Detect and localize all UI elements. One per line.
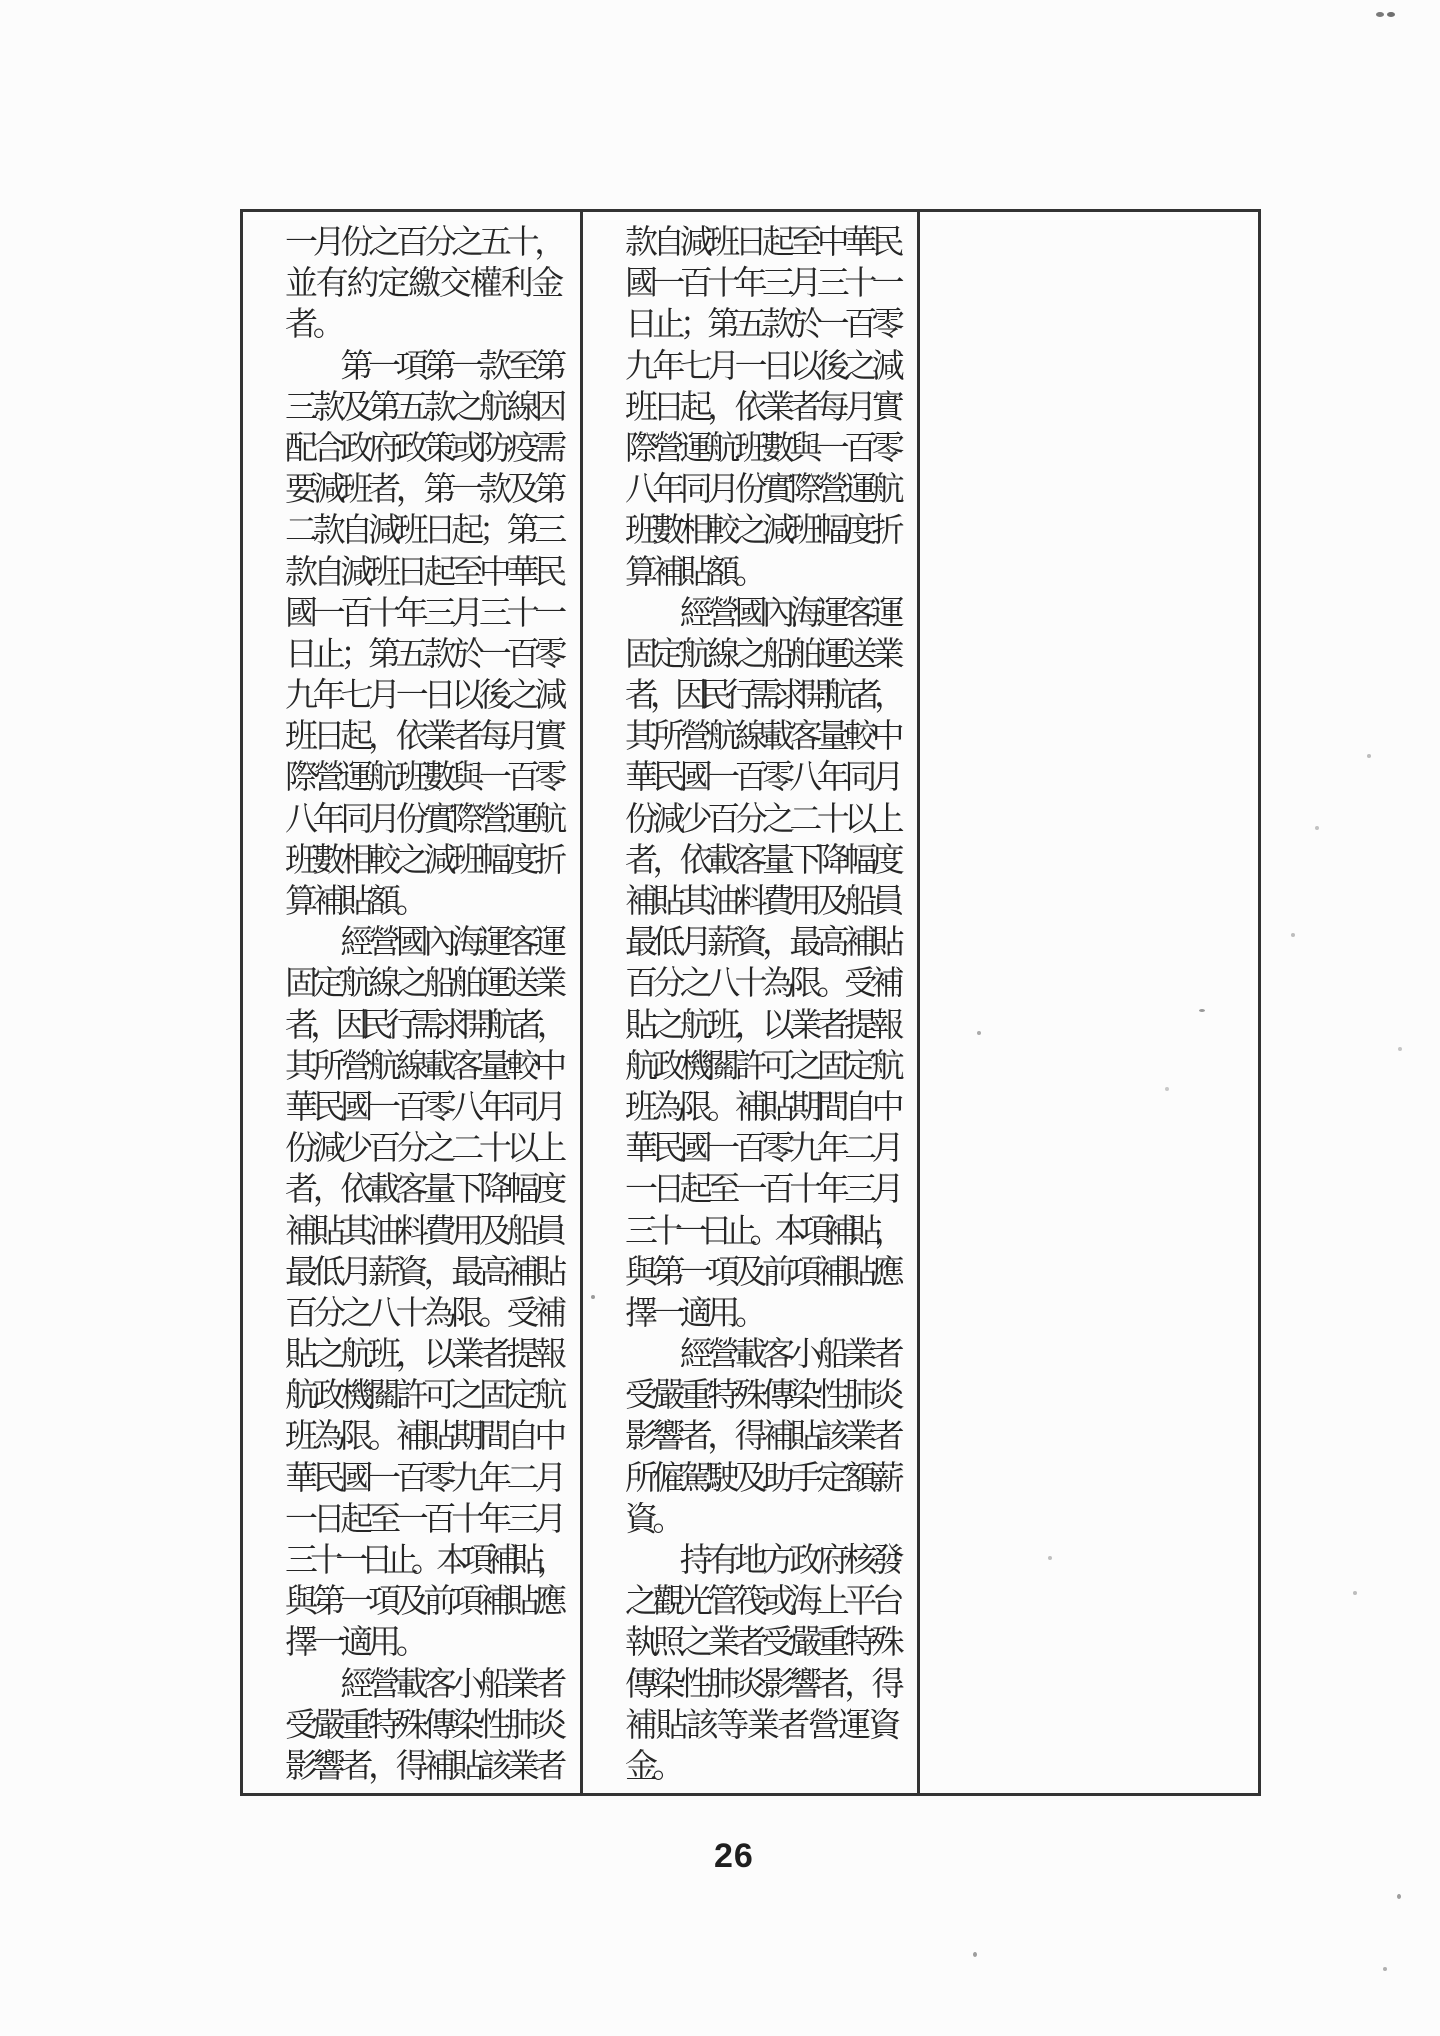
text-line: 擇一適用。 (285, 1625, 424, 1662)
page-number: 26 (714, 1837, 754, 1875)
text-line: 資。 (625, 1501, 680, 1538)
text-line: 要減班者，第一款及第 (285, 472, 563, 509)
text-line: 與第一項及前項補貼應 (285, 1584, 563, 1621)
scan-speck (1383, 1967, 1387, 1971)
text-line: 影響者，得補貼該業者 (625, 1419, 900, 1456)
text-line: 九年七月一日以後之減 (285, 678, 563, 715)
scan-speck (1315, 826, 1319, 830)
text-line: 一日起至一百十年三月 (285, 1501, 563, 1538)
scan-speck (1387, 12, 1395, 17)
text-line: 班為限。補貼期間自中 (285, 1419, 563, 1456)
text-line: 日止；第五款於一百零 (625, 307, 900, 344)
text-line: 者。 (285, 307, 341, 344)
text-line: 者，因民行需求開航者， (285, 1007, 562, 1044)
text-line: 其所營航線載客量較中 (285, 1048, 563, 1085)
text-line: 者，因民行需求開航者， (625, 678, 900, 715)
text-line: 最低月薪資，最高補貼 (285, 1254, 563, 1291)
text-line: 二款自減班日起；第三 (285, 513, 563, 550)
text-line: 款自減班日起至中華民 (625, 225, 900, 261)
text-line: 三十一日止。本項補貼， (625, 1213, 900, 1250)
text-line: 貼之航班，以業者提報 (285, 1337, 563, 1374)
scan-speck (1367, 754, 1371, 758)
text-line: 九年七月一日以後之減 (625, 348, 900, 385)
text-line: 與第一項及前項補貼應 (625, 1254, 900, 1291)
text-line: 份減少百分之二十以上 (625, 801, 900, 838)
text-line: 之觀光管筏或海上平台 (625, 1584, 900, 1621)
scan-speck (1048, 1556, 1052, 1560)
text-line: 影響者，得補貼該業者 (285, 1748, 563, 1785)
scan-speck (977, 1031, 981, 1035)
text-line: 者，依載客量下降幅度 (285, 1172, 563, 1209)
text-line: 執照之業者受嚴重特殊 (625, 1625, 900, 1662)
text-line: 補貼該等業者營運資 (625, 1707, 899, 1744)
text-line: 航政機關許可之固定航 (285, 1378, 563, 1415)
text-line: 班為限。補貼期間自中 (625, 1089, 900, 1126)
text-line: 班數相較之減班幅度折 (625, 513, 900, 550)
text-line: 算補貼額。 (625, 554, 763, 591)
text-line: 傳染性肺炎影響者，得 (625, 1666, 900, 1703)
text-line: 八年同月份實際營運航 (285, 801, 563, 838)
text-line: 日止；第五款於一百零 (285, 636, 563, 673)
text-line: 華民國一百零九年二月 (285, 1460, 563, 1497)
table-cell-left-column (243, 212, 583, 1793)
scan-speck (1398, 1047, 1402, 1051)
text-line: 受嚴重特殊傳染性肺炎 (625, 1378, 900, 1415)
scan-speck (1291, 933, 1295, 937)
text-line: 經營載客小船業者 (285, 1666, 563, 1703)
text-line: 最低月薪資，最高補貼 (625, 925, 900, 962)
text-line: 擇一適用。 (625, 1295, 763, 1332)
text-line: 航政機關許可之固定航 (625, 1048, 900, 1085)
text-line: 八年同月份實際營運航 (625, 472, 900, 509)
scan-speck (1376, 12, 1384, 17)
text-line: 經營載客小船業者 (625, 1337, 900, 1374)
text-line: 持有地方政府核發 (625, 1543, 900, 1579)
table-cell-right-column-empty (920, 212, 1258, 1793)
text-line: 第一項第一款至第 (285, 348, 563, 385)
text-line: 補貼其油料費用及船員 (625, 884, 900, 920)
text-line: 者，依載客量下降幅度 (625, 842, 900, 879)
text-line: 份減少百分之二十以上 (285, 1131, 563, 1168)
text-line: 班日起，依業者每月實 (285, 719, 563, 756)
text-line: 固定航線之船舶運送業 (625, 636, 900, 673)
text-line: 班數相較之減班幅度折 (285, 842, 563, 879)
text-line: 際營運航班數與一百零 (625, 430, 900, 467)
regulation-table (240, 209, 1261, 1796)
scan-speck (1353, 1591, 1357, 1595)
text-line: 三款及第五款之航線因 (285, 389, 563, 426)
text-line: 固定航線之船舶運送業 (285, 966, 563, 1003)
text-line: 一日起至一百十年三月 (625, 1172, 900, 1209)
text-line: 配合政府政策或防疫需 (285, 430, 563, 467)
text-line: 並有約定繳交權利金 (285, 266, 563, 303)
text-line: 華民國一百零八年同月 (625, 760, 900, 797)
text-line: 受嚴重特殊傳染性肺炎 (285, 1707, 563, 1744)
text-line: 國一百十年三月三十一 (285, 595, 563, 632)
text-line: 一月份之百分之五十， (285, 225, 563, 261)
text-line: 國一百十年三月三十一 (625, 266, 900, 303)
text-line: 華民國一百零九年二月 (625, 1131, 900, 1168)
text-line: 際營運航班數與一百零 (285, 760, 563, 797)
text-line: 經營國內海運客運 (285, 925, 563, 962)
text-line: 其所營航線載客量較中 (625, 719, 900, 756)
text-line: 金。 (625, 1748, 680, 1785)
text-line: 貼之航班，以業者提報 (625, 1007, 900, 1044)
text-line: 百分之八十為限。受補 (285, 1295, 563, 1332)
text-line: 華民國一百零八年同月 (285, 1089, 563, 1126)
text-line: 款自減班日起至中華民 (285, 554, 563, 591)
scan-speck (1165, 1087, 1169, 1091)
scan-speck (1397, 1894, 1401, 1899)
text-line: 算補貼額。 (285, 884, 424, 920)
table-cell-middle-column (583, 212, 920, 1793)
text-line: 經營國內海運客運 (625, 595, 900, 632)
scan-speck (973, 1952, 977, 1957)
text-line: 補貼其油料費用及船員 (285, 1213, 563, 1250)
text-line: 百分之八十為限。受補 (625, 966, 900, 1003)
scan-speck (1199, 1009, 1205, 1012)
scan-speck (591, 1295, 595, 1299)
text-line: 所僱駕駛及助手定額薪 (625, 1460, 900, 1497)
text-line: 三十一日止。本項補貼， (285, 1543, 562, 1579)
text-line: 班日起，依業者每月實 (625, 389, 900, 426)
